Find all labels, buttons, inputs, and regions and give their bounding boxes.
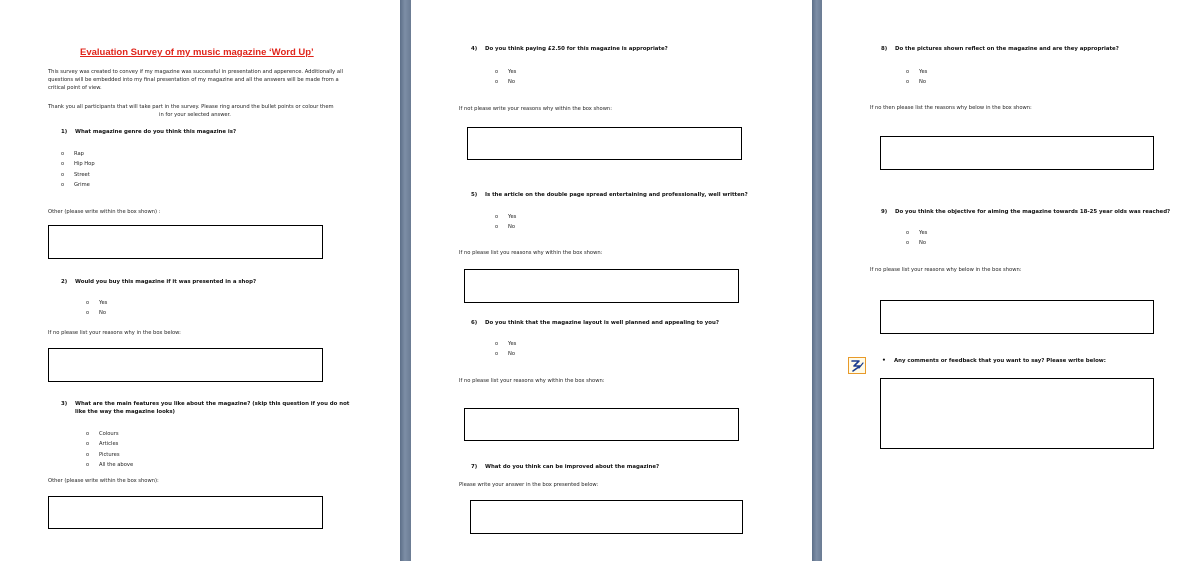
- option-item[interactable]: o No: [906, 238, 927, 248]
- option-item[interactable]: o Street: [61, 170, 95, 180]
- question-text: Is the article on the double page spread entertaining and professionally, well written?: [485, 192, 748, 198]
- question-text-line-1: What are the main features you like about the magazine? (skip this question if you do not: [75, 401, 350, 407]
- option-item[interactable]: o Yes: [495, 339, 516, 349]
- q6-note: If no please list your reasons why within the box shown:: [459, 378, 605, 384]
- option-item[interactable]: o Yes: [906, 67, 927, 77]
- document-page-3[interactable]: [822, 0, 1200, 561]
- q7-note: Please write your answer in the box presented below:: [459, 482, 599, 488]
- question-7: [471, 464, 659, 470]
- option-item[interactable]: o No: [86, 308, 107, 318]
- q1-note: Other (please write within the box shown) :: [48, 209, 161, 215]
- option-item[interactable]: o All the above: [86, 460, 133, 470]
- question-1: [61, 129, 236, 135]
- q1-options: [61, 149, 95, 190]
- option-circle-icon: o: [495, 214, 499, 220]
- question-8: [881, 46, 1119, 52]
- edit-pen-icon[interactable]: [848, 357, 866, 374]
- question-number: 6): [471, 320, 478, 326]
- q2-note: If no please list your reasons why in the box below:: [48, 330, 181, 336]
- q6-answer-box[interactable]: [464, 408, 739, 441]
- edit-pen-icon-graphic: [849, 358, 865, 373]
- thanks-line-1: Thank you all participants that will take part in the survey. Please ring around the bullet points or colour them: [48, 104, 334, 110]
- page-gutter-right: [812, 0, 822, 561]
- question-text: Do you think that the magazine layout is well planned and appealing to you?: [485, 320, 719, 326]
- q6-options: [495, 339, 516, 360]
- option-circle-icon: o: [86, 300, 90, 306]
- option-item[interactable]: o Rap: [61, 149, 95, 159]
- q5-answer-box[interactable]: [464, 269, 739, 303]
- document-page-1[interactable]: [0, 0, 400, 561]
- option-circle-icon: o: [495, 79, 499, 86]
- option-circle-icon: o: [61, 181, 65, 188]
- q8-options: [906, 67, 927, 88]
- question-text: Would you buy this magazine if it was presented in a shop?: [75, 279, 257, 285]
- option-circle-icon: o: [61, 171, 65, 178]
- q3-answer-box[interactable]: [48, 496, 323, 529]
- question-text: Do you think paying £2.50 for this magazine is appropriate?: [485, 46, 668, 52]
- q5-note: If no please list you reasons why within the box shown:: [459, 250, 603, 256]
- q7-answer-box[interactable]: [470, 500, 743, 534]
- q5-options: [495, 212, 516, 233]
- option-item[interactable]: o Pictures: [86, 450, 133, 460]
- option-item[interactable]: o Colours: [86, 429, 133, 439]
- question-text: Do you think the objective for aiming the magazine towards 18-25 year olds was reached?: [895, 209, 1171, 215]
- document-page-2[interactable]: [411, 0, 812, 561]
- option-circle-icon: o: [61, 151, 65, 157]
- option-circle-icon: o: [86, 431, 90, 437]
- survey-title: Evaluation Survey of my music magazine ‘Word Up’: [80, 47, 314, 58]
- option-circle-icon: o: [495, 69, 499, 75]
- question-5: [471, 192, 748, 198]
- q4-answer-box[interactable]: [467, 127, 742, 160]
- q3-note: Other (please write within the box shown):: [48, 478, 159, 484]
- comments-text: Any comments or feedback that you want to say? Please write below:: [894, 358, 1106, 364]
- option-circle-icon: o: [86, 310, 90, 317]
- question-9: [881, 209, 1170, 215]
- option-item[interactable]: o No: [906, 77, 927, 87]
- question-number: 4): [471, 46, 478, 52]
- option-item[interactable]: o No: [495, 349, 516, 359]
- q9-options: [906, 228, 927, 249]
- q1-answer-box[interactable]: [48, 225, 323, 259]
- question-6: [471, 320, 719, 326]
- question-number: 3): [61, 401, 68, 407]
- option-circle-icon: o: [86, 451, 90, 458]
- q4-options: [495, 67, 516, 88]
- question-number: 1): [61, 129, 68, 135]
- option-circle-icon: o: [906, 69, 910, 75]
- q9-note: If no please list your reasons why below in the box shown:: [870, 267, 1022, 273]
- option-circle-icon: o: [906, 240, 910, 247]
- question-number: 9): [881, 209, 888, 215]
- question-2: [61, 279, 256, 285]
- option-item[interactable]: o Articles: [86, 439, 133, 449]
- option-circle-icon: o: [495, 224, 499, 231]
- q3-options: [86, 429, 133, 470]
- question-text: Do the pictures shown reflect on the magazine and are they appropriate?: [895, 46, 1119, 52]
- option-item[interactable]: o Yes: [906, 228, 927, 238]
- option-item[interactable]: o Hip Hop: [61, 159, 95, 169]
- option-item[interactable]: o No: [495, 222, 516, 232]
- question-text: What do you think can be improved about the magazine?: [485, 464, 660, 470]
- option-item[interactable]: o Yes: [495, 67, 516, 77]
- q8-note: If no then please list the reasons why below in the box shown:: [870, 105, 1032, 111]
- q9-answer-box[interactable]: [880, 300, 1154, 334]
- q8-answer-box[interactable]: [880, 136, 1154, 170]
- option-circle-icon: o: [61, 161, 65, 168]
- option-item[interactable]: o No: [495, 77, 516, 87]
- question-number: 8): [881, 46, 888, 52]
- thanks-line-2: in for your selected answer.: [159, 112, 231, 118]
- question-4: [471, 46, 668, 52]
- option-item[interactable]: o Yes: [495, 212, 516, 222]
- question-3-line-2: like the way the magazine looks): [75, 409, 176, 415]
- option-circle-icon: o: [906, 230, 910, 236]
- option-item[interactable]: o Yes: [86, 298, 107, 308]
- option-circle-icon: o: [86, 461, 90, 468]
- question-number: 5): [471, 192, 478, 198]
- q4-note: If not please write your reasons why within the box shown:: [459, 106, 612, 112]
- intro-paragraph: This survey was created to convey if my magazine was successful in presentation and apperence. Additionally all questions will be embedded into my final presentation of my magazine and all the answers will be made from a critical point of view.: [48, 69, 343, 91]
- option-circle-icon: o: [906, 79, 910, 86]
- option-item[interactable]: o Grime: [61, 180, 95, 190]
- option-circle-icon: o: [495, 341, 499, 347]
- bullet-icon: •: [882, 357, 886, 364]
- q2-answer-box[interactable]: [48, 348, 323, 382]
- comments-question: [882, 357, 1106, 364]
- comments-answer-box[interactable]: [880, 378, 1154, 449]
- question-text: What magazine genre do you think this magazine is?: [75, 129, 237, 135]
- option-circle-icon: o: [86, 441, 90, 448]
- question-3: [61, 400, 361, 408]
- page-gutter-left: [400, 0, 411, 561]
- question-number: 2): [61, 279, 68, 285]
- question-number: 7): [471, 464, 478, 470]
- q2-options: [86, 298, 107, 319]
- option-circle-icon: o: [495, 351, 499, 358]
